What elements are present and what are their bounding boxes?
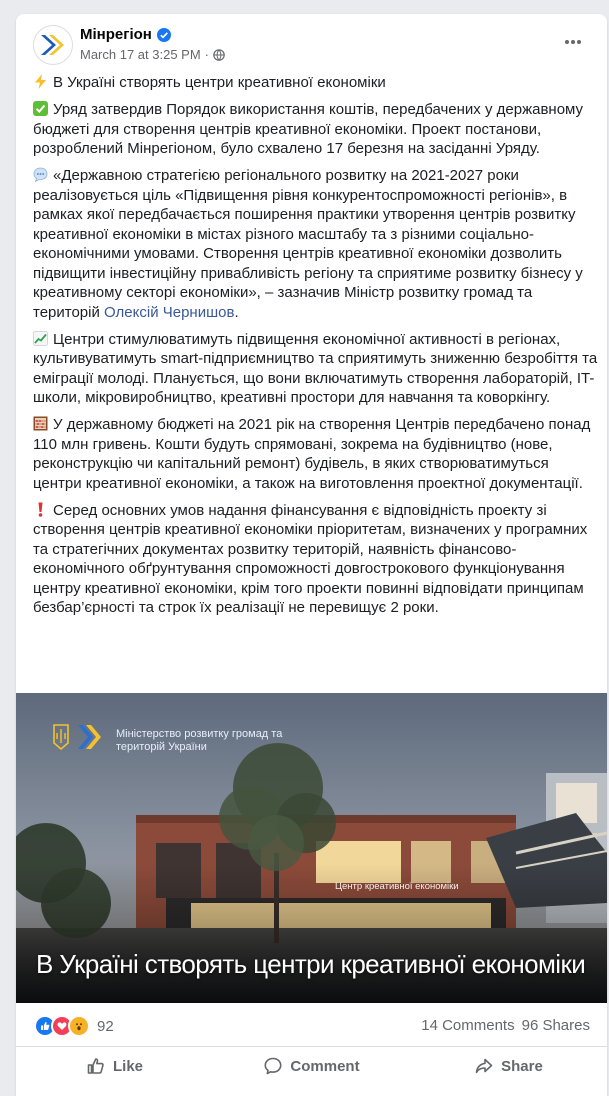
post-meta [80, 47, 225, 62]
page-name[interactable]: Мінрегіон [80, 26, 152, 43]
share-button[interactable] [410, 1050, 607, 1082]
post-actions [16, 1050, 607, 1082]
minregion-logo-icon [38, 30, 68, 60]
more-options-button[interactable] [561, 32, 585, 52]
shares-count[interactable]: 96 Shares [521, 1017, 590, 1034]
reactions-summary[interactable] [34, 1015, 114, 1037]
speech-bubble-icon [33, 167, 48, 182]
check-box-icon [33, 101, 48, 116]
post-timestamp[interactable]: March 17 at 3:25 PM [80, 47, 201, 62]
comment-icon [263, 1056, 283, 1076]
post-stats [16, 1003, 607, 1047]
comment-label: Comment [290, 1057, 360, 1075]
abacus-icon [33, 416, 48, 431]
wow-reaction-icon [68, 1015, 90, 1037]
share-arrow-icon [474, 1056, 494, 1076]
minister-link[interactable]: Олексій Чернишов [104, 303, 235, 321]
post-text [33, 73, 598, 625]
share-label: Share [501, 1057, 543, 1075]
meta-separator: · [204, 47, 210, 62]
thumbs-up-icon [86, 1056, 106, 1076]
post-paragraph: Центри стимулюватимуть підвищення економічної активності в регіонах, культивуватимуть smart-підприємництво та сприятимуть зниженню безробіття та еміграції молоді. Планується, що вони включатимуть створення лабораторій, IT-школи, мікровиробництво, креативні простори для навчання та коворкінгу. [33, 330, 598, 406]
comment-button[interactable] [213, 1050, 410, 1082]
globe-icon [213, 49, 225, 61]
like-button[interactable] [16, 1050, 213, 1082]
exclamation-icon [33, 502, 48, 517]
reaction-count: 92 [97, 1017, 114, 1035]
post-paragraph: У державному бюджеті на 2021 рік на створення Центрів передбачено понад 110 млн гривень. Кошти будуть спрямовані, зокрема на будівництво (нове, реконструкцію чи капітальний ремонт) будівель, в яких створюватимуться центри креативної економіки, а також на виготовлення проектної документації. [33, 416, 591, 492]
post-paragraph: Серед основних умов надання фінансування є відповідність проекту зі створення центрів креативної економіки пріоритетам, визначених у програмних та стратегічних документах розвитку територій, наявність фінансово-економічного обґрунтування спроможності довгострокового функціонування центру креативної економіки, крім того проекти повинні відповідати принципам безбар’єрності та строк їх реалізації не перевищує 2 роки. [33, 501, 588, 616]
post-paragraph: Уряд затвердив Порядок використання коштів, передбачених у державному бюджеті для створення центрів креативної економіки. Проект постанови, розроблений Мінрегіоном, було схвалено 17 березня на засіданні Уряду. [33, 101, 584, 157]
engagement-counts [421, 1017, 590, 1034]
post-header [16, 14, 607, 76]
image-caption: В Україні створять центри креативної економіки [36, 949, 586, 979]
more-dots-icon [564, 39, 582, 45]
ministry-name: Міністерство розвитку громад та територій України [116, 728, 283, 753]
post-paragraph-title: В Україні створять центри креативної економіки [33, 73, 598, 93]
verified-badge-icon [157, 28, 171, 42]
like-label: Like [112, 1057, 143, 1075]
chart-increasing-icon [33, 331, 48, 346]
page-avatar[interactable] [33, 25, 73, 65]
post-paragraph: «Державною стратегією регіонального розвитку на 2021-2027 роки реалізовується ціль «Підвищення рівня конкурентоспроможності регіонів», в рамках якої передбачається поширення практики утворення центрів розвитку креативної економіки в містах різного масштабу та з різними соціально-економічними умовами. Створення центрів креативної економіки дозволить підвищити інвестиційну привабливість регіону та сприятиме розвитку бізнесу у креативному секторі економіки», – зазначив Міністр розвитку громад та територій Олексій Чернишов. [33, 167, 583, 321]
post-image[interactable] [16, 693, 607, 1003]
page-name-row [80, 26, 171, 43]
comments-count[interactable]: 14 Comments [421, 1017, 515, 1034]
lightning-icon [33, 74, 48, 89]
post-card [16, 14, 607, 1096]
building-sign: Центр креативної економіки [335, 881, 459, 892]
